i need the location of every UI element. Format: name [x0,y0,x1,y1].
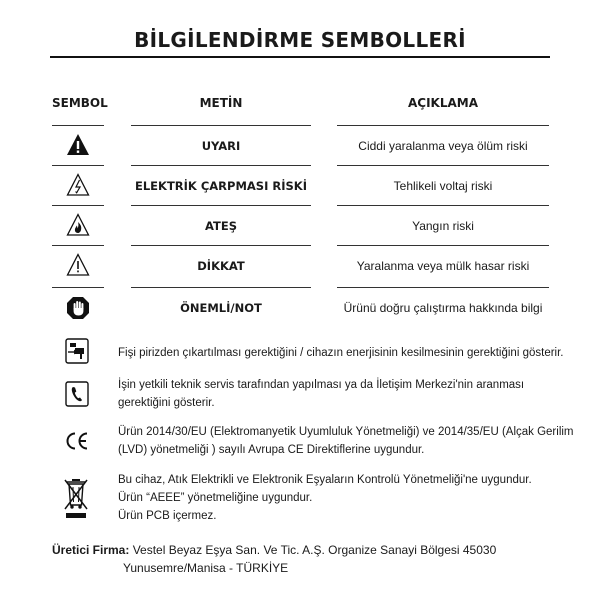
unplug-icon [65,338,89,364]
manufacturer-line-1 [52,541,496,559]
note-service-line-1: İşin yetkili teknik servis tarafından yapılması ya da İletişim Merkezi'nin aranması [118,379,525,391]
stop-hand-icon [66,296,90,320]
row-divider [52,205,104,206]
row-divider [337,245,549,246]
manufacturer-label: Üretici Firma: [52,543,130,557]
note-weee-line-1: Bu cihaz, Atık Elektrikli ve Elektronik Eşyaların Kontrolü Yönetmeliği'ne uygundur. [118,474,532,486]
note-service-line-2: gerektiğini gösterir. [118,397,215,409]
warning-solid-icon [66,133,90,157]
row-divider [52,245,104,246]
manufacturer-address: Vestel Beyaz Eşya San. Ve Tic. A.Ş. Organize Sanayi Bölgesi 45030 [132,543,497,557]
row-description-note: Ürünü doğru çalıştırma hakkında bilgi [343,301,543,315]
row-divider [337,165,549,166]
row-text-fire: ATEŞ [205,219,237,233]
row-description-warning: Ciddi yaralanma veya ölüm riski [358,139,528,153]
caution-icon [66,253,90,277]
row-description-electric: Tehlikeli voltaj riski [393,179,493,193]
fire-icon [66,213,90,237]
row-divider [131,287,311,288]
row-divider [52,125,104,126]
row-text-electric: ELEKTRİK ÇARPMASI RİSKİ [135,179,307,193]
header-description: AÇIKLAMA [407,96,479,110]
row-divider [337,125,549,126]
header-text: METİN [199,96,243,110]
note-ce-line-2: (LVD) yönetmeliği ) sayılı Avrupa CE Direktiflerine uygundur. [118,444,425,456]
note-weee-line-3: Ürün PCB içermez. [118,510,217,522]
row-text-note: ÖNEMLİ/NOT [180,301,262,315]
weee-bin-icon [64,478,88,520]
manufacturer-info [52,541,496,577]
note-weee-line-2: Ürün “AEEE” yönetmeliğine uygundur. [118,492,313,504]
service-phone-icon [65,381,89,407]
row-text-caution: DİKKAT [197,259,245,273]
row-divider [131,125,311,126]
row-divider [337,287,549,288]
manufacturer-line-2: Yunusemre/Manisa - TÜRKİYE [123,561,289,575]
row-text-warning: UYARI [201,139,241,153]
note-ce-line-1: Ürün 2014/30/EU (Elektromanyetik Uyumluluk Yönetmeliği) ve 2014/35/EU (Alçak Gerilim [118,426,574,438]
row-divider [131,165,311,166]
row-divider [131,245,311,246]
row-divider [131,205,311,206]
ce-mark-icon [64,431,90,451]
row-description-fire: Yangın riski [412,219,474,233]
row-divider [52,287,104,288]
title-divider [50,56,550,58]
page-title: BİLGİLENDİRME SEMBOLLERİ [134,28,466,52]
row-description-caution: Yaralanma veya mülk hasar riski [356,259,530,273]
row-divider [337,205,549,206]
electric-shock-icon [66,173,90,197]
row-divider [52,165,104,166]
header-symbol: SEMBOL [52,96,108,110]
note-unplug-line-1: Fişi pirizden çıkartılması gerektiğini / cihazın enerjisinin kesilmesinin gerektiğini gösterir. [118,347,564,359]
